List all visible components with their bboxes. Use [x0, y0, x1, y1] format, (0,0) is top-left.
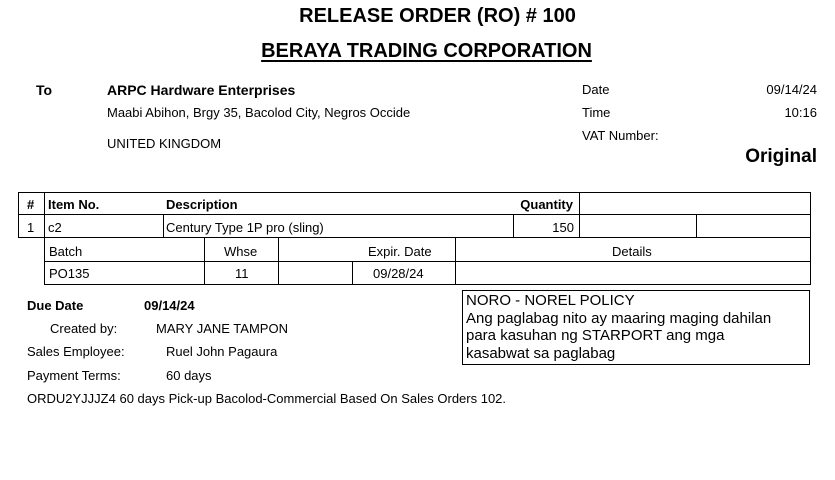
col-header-number: #	[27, 197, 35, 212]
vat-label: VAT Number:	[582, 128, 659, 143]
date-label: Date	[582, 82, 610, 97]
col-header-quantity: Quantity	[520, 197, 573, 212]
row-description: Century Type 1P pro (sling)	[166, 220, 324, 235]
time-label: Time	[582, 105, 611, 120]
payment-terms-value: 60 days	[166, 368, 212, 383]
date-value: 09/14/24	[766, 82, 817, 97]
col-header-item-no: Item No.	[48, 197, 100, 212]
col-header-whse: Whse	[224, 244, 258, 259]
customer-name: ARPC Hardware Enterprises	[107, 82, 296, 98]
payment-terms-label: Payment Terms:	[27, 368, 121, 383]
row-expiry: 09/28/24	[373, 266, 424, 281]
row-whse: 11	[235, 266, 249, 281]
policy-box	[462, 290, 810, 365]
customer-country: UNITED KINGDOM	[107, 136, 222, 151]
policy-line: para kasuhan ng STARPORT ang mga	[466, 327, 725, 344]
row-quantity: 150	[552, 220, 574, 235]
col-header-description: Description	[166, 197, 238, 212]
document-title: RELEASE ORDER (RO) # 100	[299, 5, 576, 27]
sales-employee-value: Ruel John Pagaura	[166, 344, 278, 359]
time-value: 10:16	[784, 105, 817, 120]
to-label: To	[36, 82, 53, 98]
sales-employee-label: Sales Employee:	[27, 344, 125, 359]
remarks: ORDU2YJJJZ4 60 days Pick-up Bacolod-Commercial Based On Sales Orders 102.	[27, 391, 507, 406]
col-header-details: Details	[612, 244, 652, 259]
col-header-batch: Batch	[49, 244, 83, 259]
customer-address: Maabi Abihon, Brgy 35, Bacolod City, Negros Occide	[107, 105, 411, 120]
due-date-value: 09/14/24	[144, 298, 195, 313]
company-name: BERAYA TRADING CORPORATION	[261, 40, 592, 62]
policy-title: NORO - NOREL POLICY	[466, 292, 635, 309]
due-date-label: Due Date	[27, 298, 84, 313]
row-number: 1	[27, 220, 35, 235]
row-item-no: c2	[48, 220, 62, 235]
col-header-expiry: Expir. Date	[368, 244, 432, 259]
created-by-label: Created by:	[50, 321, 118, 336]
policy-line: kasabwat sa paglabag	[466, 344, 616, 362]
row-batch: PO135	[49, 266, 90, 281]
copy-type-label: Original	[745, 146, 817, 167]
policy-line: Ang paglabag nito ay maaring maging dahilan	[466, 309, 772, 327]
created-by-value: MARY JANE TAMPON	[156, 321, 288, 336]
